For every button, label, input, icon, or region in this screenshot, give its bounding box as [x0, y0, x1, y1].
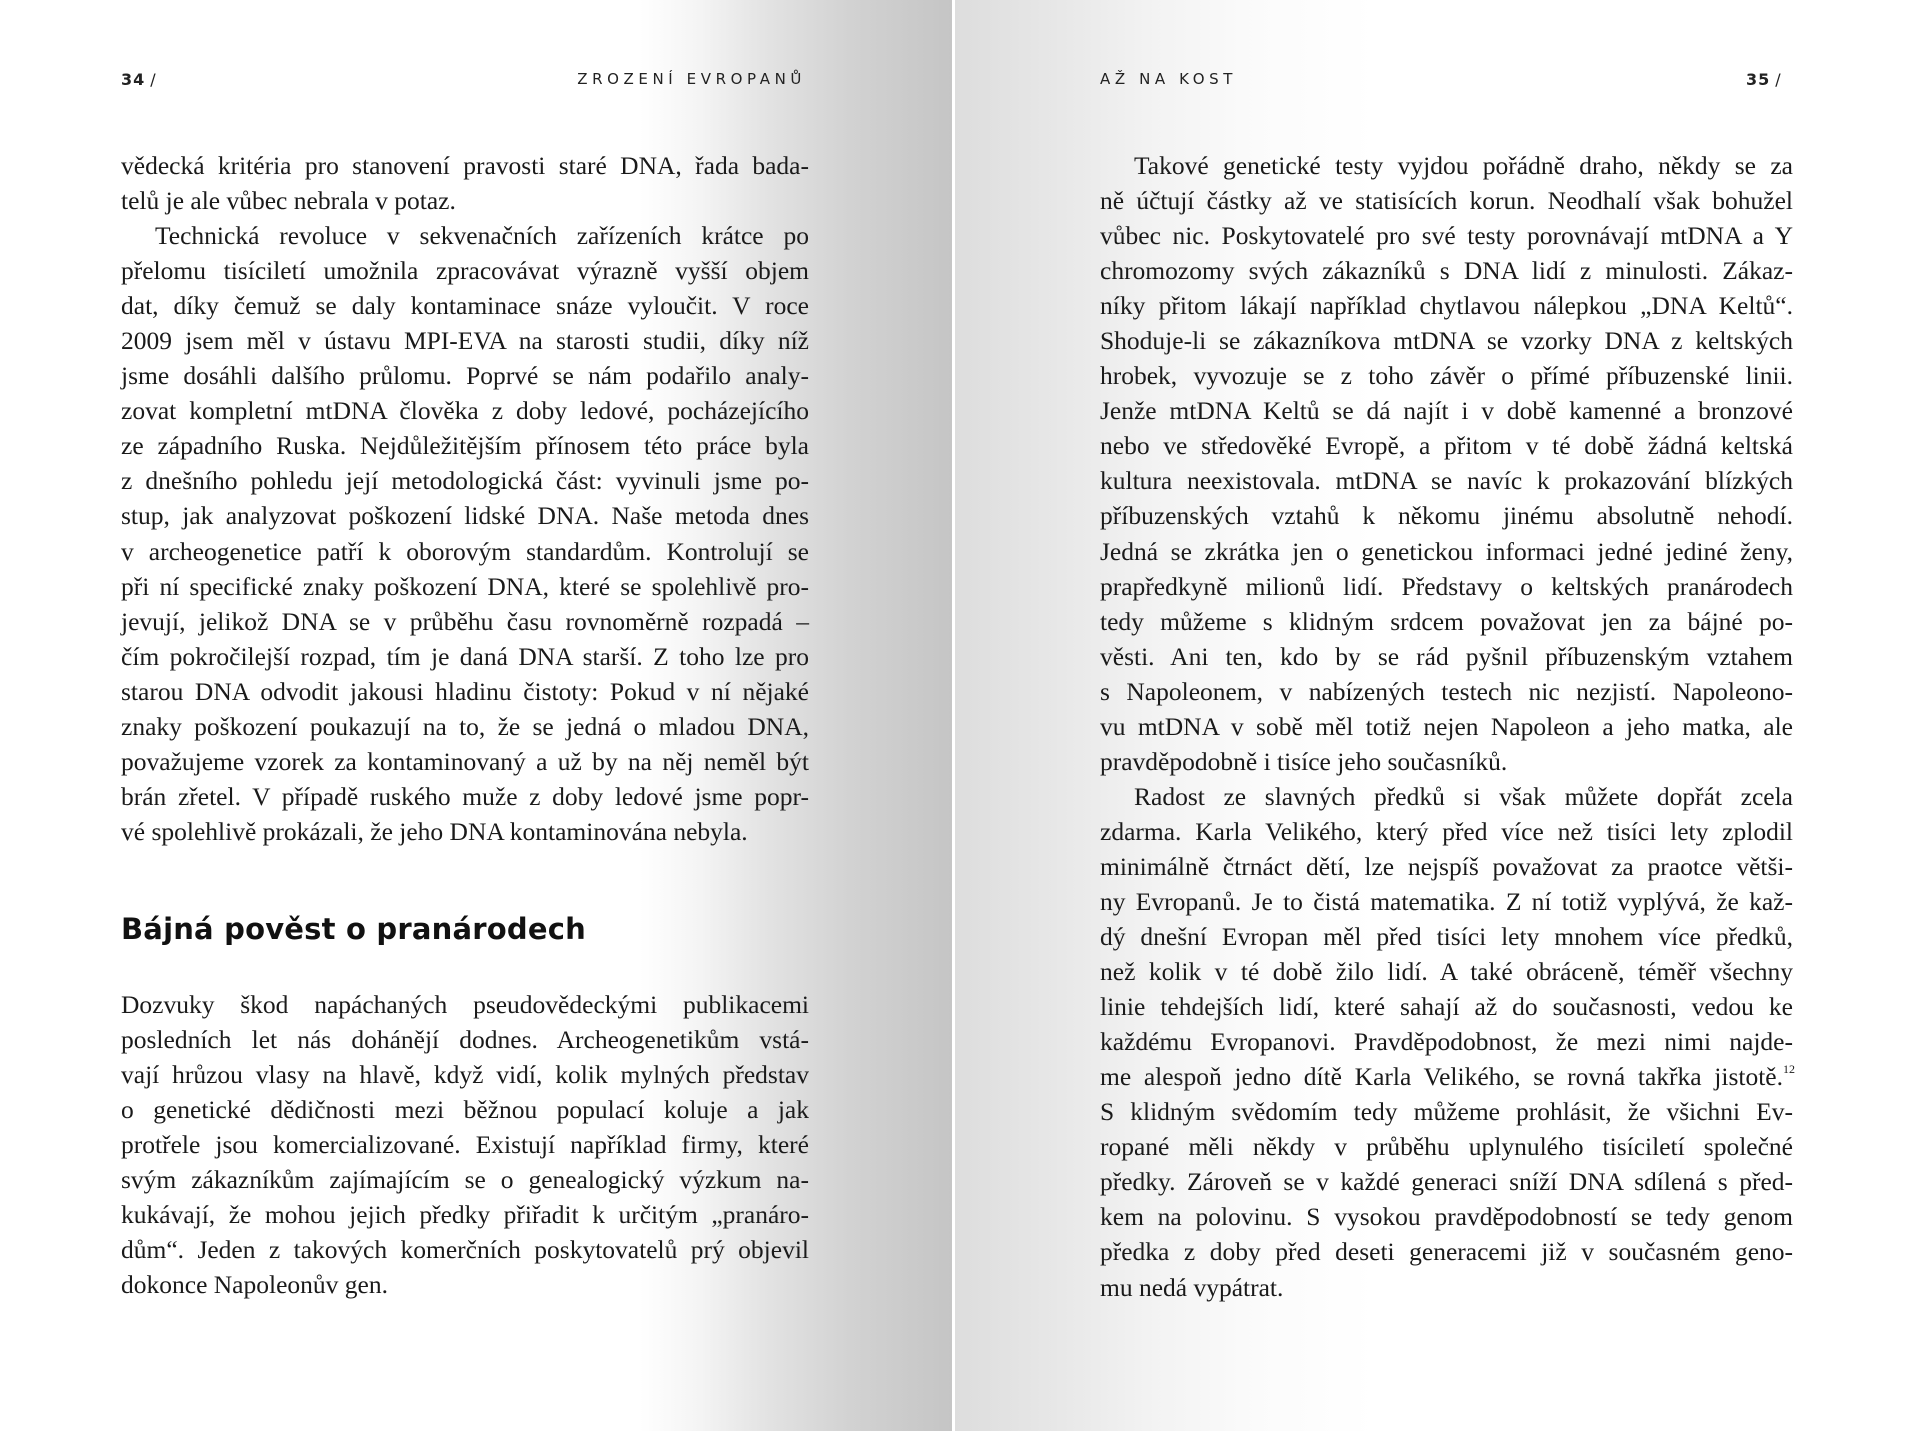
- line-text: každému Evropanovi. Pravděpodobnost, že mezi nimi najde-: [1100, 1027, 1793, 1057]
- text-line: [121, 779, 809, 814]
- line-text: přelomu tisíciletí umožnila zpracovávat výrazně vyšší objem: [121, 256, 809, 286]
- line-text: tedy můžeme s klidným srdcem považovat jen za bájné po-: [1100, 606, 1793, 636]
- text-line: [1100, 393, 1793, 428]
- text-line: [1100, 814, 1793, 849]
- text-line: [121, 604, 809, 639]
- line-text: níky přitom lákají například chytlavou nálepkou „DNA Keltů“.: [1100, 291, 1793, 321]
- line-text: ze západního Ruska. Nejdůležitějším přínosem této práce byla: [121, 431, 809, 461]
- text-line: [121, 744, 809, 779]
- line-text: dokonce Napoleonův gen.: [121, 1270, 388, 1300]
- text-line: [1100, 1270, 1793, 1305]
- body-text-block: [1100, 148, 1793, 1305]
- line-text: pravděpodobně i tisíce jeho současníků.: [1100, 746, 1508, 776]
- text-line: [121, 253, 809, 288]
- text-line: [1100, 218, 1793, 253]
- line-text: příbuzenských vztahů k někomu jinému absolutně nehodí.: [1100, 501, 1793, 531]
- text-line: [1100, 1234, 1793, 1269]
- text-line: [1100, 989, 1793, 1024]
- text-line: [121, 1162, 809, 1197]
- line-text: vé spolehlivě prokázali, že jeho DNA kontaminována nebyla.: [121, 816, 748, 846]
- line-text: zdarma. Karla Velikého, který před více než tisíci lety zplodil: [1100, 816, 1793, 846]
- text-line: [1100, 849, 1793, 884]
- line-text: linie tehdejších lidí, které sahají až do současnosti, vedou ke: [1100, 992, 1793, 1022]
- section-heading: Bájná pověst o pranárodech: [121, 912, 586, 946]
- line-text: čím pokročilejší rozpad, tím je daná DNA starší. Z toho lze pro: [121, 641, 809, 671]
- text-line: [121, 987, 809, 1022]
- text-line: [121, 534, 809, 569]
- text-line: [1100, 463, 1793, 498]
- text-line: [1100, 1094, 1793, 1129]
- text-line: [1100, 534, 1793, 569]
- line-text: Dozvuky škod napáchaných pseudovědeckými publikacemi: [121, 990, 809, 1019]
- text-line: [1100, 183, 1793, 218]
- text-line: [121, 183, 809, 218]
- left-folio: [121, 70, 157, 92]
- text-line: [1100, 674, 1793, 709]
- line-text: 2009 jsem měl v ústavu MPI-EVA na starosti studii, díky níž: [121, 326, 809, 356]
- line-text: hrobek, vyvozuje se z toho závěr o přímé příbuzenské linii.: [1100, 361, 1793, 391]
- line-text: vědecká kritéria pro stanovení pravosti staré DNA, řada bada-: [121, 151, 809, 180]
- line-text: v archeogenetice patří k oborovým standardům. Kontrolují se: [121, 536, 809, 566]
- text-line: [121, 1267, 809, 1302]
- text-line: [121, 463, 809, 498]
- line-text: jevují, jelikož DNA se v průběhu času rovnoměrně rozpadá –: [121, 606, 809, 636]
- text-line: [121, 288, 809, 323]
- line-text: stup, jak analyzovat poškození lidské DNA. Naše metoda dnes: [121, 501, 809, 531]
- line-text: vají hrůzou vlasy na hlavě, když vidí, kolik mylných představ: [121, 1060, 809, 1090]
- line-text: S klidným svědomím tedy můžeme prohlásit, že všichni Ev-: [1100, 1097, 1793, 1127]
- line-text: Takové genetické testy vyjdou pořádně draho, někdy se za: [1134, 151, 1793, 180]
- line-text: Shoduje-li se zákazníkova mtDNA se vzorky DNA z keltských: [1100, 326, 1793, 356]
- line-text: znaky poškození poukazují na to, že se jedná o mladou DNA,: [121, 711, 809, 741]
- folio-separator: /: [150, 70, 157, 89]
- page-number: 35: [1746, 70, 1771, 89]
- text-line: [121, 1092, 809, 1127]
- line-text: z dnešního pohledu její metodologická část: vyvinuli jsme po-: [121, 466, 809, 496]
- line-text: svým zákazníkům zajímajícím se o genealogický výzkum na-: [121, 1165, 809, 1195]
- line-text: o genetické dědičnosti mezi běžnou populací koluje a jak: [121, 1095, 809, 1125]
- text-line: [121, 358, 809, 393]
- body-text-block: [121, 148, 809, 849]
- line-text: starou DNA odvodit jakousi hladinu čistoty: Pokud v ní nějaké: [121, 676, 809, 706]
- line-text: považujeme vzorek za kontaminovaný a už by na něj neměl být: [121, 746, 809, 776]
- text-line: [121, 639, 809, 674]
- body-text-block: [121, 987, 809, 1302]
- text-line: [1100, 1129, 1793, 1164]
- text-line: [1100, 288, 1793, 323]
- line-text: Technická revoluce v sekvenačních zařízeních krátce po: [155, 221, 809, 251]
- text-line: [1100, 919, 1793, 954]
- line-text: nebo ve středověké Evropě, a přitom v té době žádná keltská: [1100, 431, 1793, 461]
- line-text: telů je ale vůbec nebrala v potaz.: [121, 186, 456, 216]
- text-line: [1100, 569, 1793, 604]
- line-text: ny Evropanů. Je to čistá matematika. Z ní totiž vyplývá, že kaž-: [1100, 886, 1793, 916]
- line-text: dat, díky čemuž se daly kontaminace snáze vyloučit. V roce: [121, 291, 809, 321]
- text-line: [121, 674, 809, 709]
- line-text: Jenže mtDNA Keltů se dá najít i v době kamenné a bronzové: [1100, 396, 1793, 426]
- left-running-title: ZROZENÍ EVROPANŮ: [577, 70, 806, 88]
- text-line: [1100, 358, 1793, 393]
- line-text: jsme dosáhli dalšího průlomu. Poprvé se nám podařilo analy-: [121, 361, 809, 391]
- text-line: [1100, 1199, 1793, 1234]
- text-line: [121, 1127, 809, 1162]
- line-text: mu nedá vypátrat.: [1100, 1272, 1284, 1302]
- text-line: [1100, 498, 1793, 533]
- text-line: [121, 569, 809, 604]
- right-running-title: AŽ NA KOST: [1100, 70, 1238, 88]
- line-text: dý dnešní Evropan měl před tisíci lety mnohem více předků,: [1100, 922, 1793, 952]
- text-line: [1100, 323, 1793, 358]
- text-line: [1100, 253, 1793, 288]
- text-line: [121, 1057, 809, 1092]
- text-line: [1100, 148, 1793, 183]
- text-line: [1100, 954, 1793, 989]
- right-page: [955, 0, 1905, 1431]
- line-text: předka z doby před deseti generacemi již v současném geno-: [1100, 1237, 1793, 1267]
- line-text: Jedná se zkrátka jen o genetickou informaci jedné jediné ženy,: [1100, 536, 1793, 566]
- line-text: vůbec nic. Poskytovatelé pro své testy porovnávají mtDNA a Y: [1100, 221, 1793, 251]
- footnote-marker[interactable]: 12: [1783, 1062, 1795, 1077]
- line-text: vu mtDNA v sobě měl totiž nejen Napoleon a jeho matka, ale: [1100, 711, 1793, 741]
- line-text: než kolik v té době žilo lidí. A také obráceně, téměř všechny: [1100, 957, 1793, 987]
- line-text: při ní specifické znaky poškození DNA, které se spolehlivě pro-: [121, 571, 809, 601]
- line-text: kultura neexistovala. mtDNA se navíc k prokazování blízkých: [1100, 466, 1793, 496]
- text-line: [121, 428, 809, 463]
- text-line: [1100, 1059, 1793, 1094]
- text-line: [121, 1197, 809, 1232]
- line-text: Radost ze slavných předků si však můžete dopřát zcela: [1134, 781, 1793, 811]
- line-text: kem na polovinu. S vysokou pravděpodobností se tedy genom: [1100, 1202, 1793, 1232]
- text-line: [1100, 639, 1793, 674]
- line-text: předky. Zároveň se v každé generaci sníží DNA sdílená s před-: [1100, 1167, 1793, 1197]
- text-line: [121, 218, 809, 253]
- line-text: brán zřetel. V případě ruského muže z doby ledové jsme popr-: [121, 781, 809, 811]
- text-line: [1100, 604, 1793, 639]
- line-text: chromozomy svých zákazníků s DNA lidí z minulosti. Zákaz-: [1100, 256, 1793, 286]
- text-line: [121, 1232, 809, 1267]
- text-line: [1100, 779, 1793, 814]
- text-line: [1100, 1024, 1793, 1059]
- line-text: zovat kompletní mtDNA člověka z doby ledové, pocházejícího: [121, 396, 809, 426]
- text-line: [1100, 428, 1793, 463]
- text-line: [1100, 1164, 1793, 1199]
- text-line: [121, 323, 809, 358]
- text-line: [121, 148, 809, 183]
- line-text: ně účtují částky až ve statisících korun. Neodhalí však bohužel: [1100, 186, 1793, 216]
- line-text: me alespoň jedno dítě Karla Velikého, se rovná takřka jistotě.: [1100, 1062, 1783, 1092]
- text-line: [121, 393, 809, 428]
- line-text: dům“. Jeden z takových komerčních poskytovatelů prý objevil: [121, 1235, 809, 1265]
- line-text: kukávají, že mohou jejich předky přiřadit k určitým „pranáro-: [121, 1200, 809, 1230]
- line-text: ropané měli někdy v průběhu uplynulého tisíciletí společné: [1100, 1132, 1793, 1162]
- text-line: [121, 498, 809, 533]
- left-page: [0, 0, 952, 1431]
- text-line: [121, 1022, 809, 1057]
- page-number: 34: [121, 70, 146, 89]
- right-folio: [1746, 70, 1782, 92]
- line-text: prapředkyně milionů lidí. Představy o keltských pranárodech: [1100, 571, 1793, 601]
- text-line: [121, 709, 809, 744]
- folio-separator: /: [1775, 70, 1782, 89]
- text-line: [1100, 744, 1793, 779]
- line-text: s Napoleonem, v nabízených testech nic nezjistí. Napoleono-: [1100, 676, 1793, 706]
- line-text: věsti. Ani ten, kdo by se rád pyšnil příbuzenským vztahem: [1100, 641, 1793, 671]
- text-line: [1100, 709, 1793, 744]
- line-text: posledních let nás dohánějí dodnes. Archeogenetikům vstá-: [121, 1025, 809, 1055]
- line-text: protřele jsou komercializované. Existují například firmy, které: [121, 1130, 809, 1160]
- text-line: [121, 814, 809, 849]
- line-text: minimálně čtrnáct dětí, lze nejspíš považovat za praotce větši-: [1100, 851, 1793, 881]
- text-line: [1100, 884, 1793, 919]
